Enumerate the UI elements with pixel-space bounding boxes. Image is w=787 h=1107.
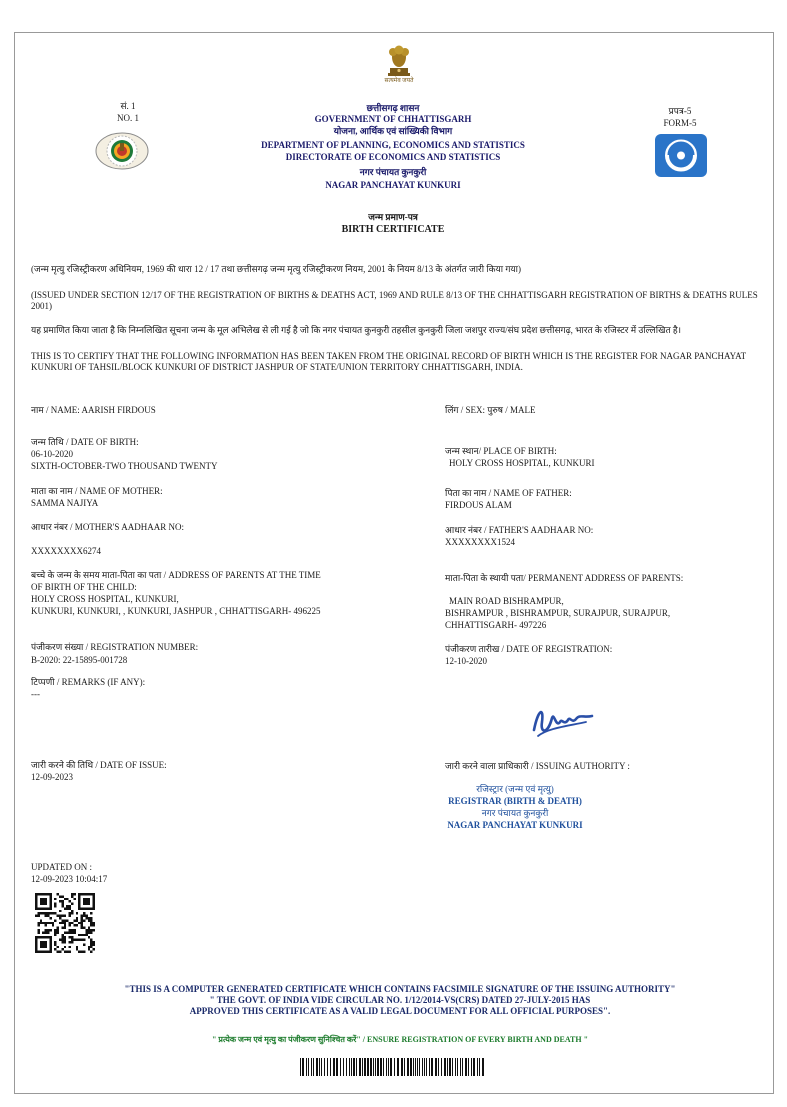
reg-date: 12-10-2020 xyxy=(445,656,487,666)
mother-name: SAMMA NAJIYA xyxy=(31,498,99,508)
name-label-text: नाम / NAME: xyxy=(31,405,80,415)
page-title: BIRTH CERTIFICATE xyxy=(341,224,445,235)
title-hi: जन्म प्रमाण-पत्र xyxy=(368,212,418,222)
sex-field xyxy=(445,405,535,416)
permanent-address-line2: BISHRAMPUR , BISHRAMPUR, SURAJPUR, SURAJPUR, xyxy=(445,608,671,618)
permanent-address-line1: MAIN ROAD BISHRAMPUR, xyxy=(449,596,564,606)
barcode-icon xyxy=(300,1058,485,1076)
reg-number: B-2020: 22-15895-001728 xyxy=(31,655,128,665)
certify-hi: यह प्रमाणित किया जाता है कि निम्नलिखित सूचना जन्म के मूल अभिलेख से ली गई है जो कि नगर पंचायत कुनकुरी तहसील कुनकुरी जिला जशपुर राज्य/संघ प्रदेश छत्तीसगढ़, भारत के रजिस्टर में उल्लिखित है। xyxy=(31,325,682,335)
name-label xyxy=(31,405,156,416)
signature-icon xyxy=(528,700,598,742)
right-form-en: FORM-5 xyxy=(663,118,697,128)
left-number-hi: सं. 1 xyxy=(120,101,136,111)
address-at-birth-label-1: बच्चे के जन्म के समय माता-पिता का पता / ADDRESS OF PARENTS AT THE TIME xyxy=(31,570,321,580)
np-en: NAGAR PANCHAYAT KUNKURI xyxy=(325,180,461,190)
updated-on-value: 12-09-2023 10:04:17 xyxy=(31,874,108,884)
dob-value: 06-10-2020 xyxy=(31,449,73,459)
directorate-en: DIRECTORATE OF ECONOMICS AND STATISTICS xyxy=(285,152,501,162)
authority-np-en: NAGAR PANCHAYAT KUNKURI xyxy=(447,820,583,830)
address-at-birth-line2: KUNKURI, KUNKURI, , KUNKURI, JASHPUR , CHHATTISGARH- 496225 xyxy=(31,606,321,616)
authority-np-hi: नगर पंचायत कुनकुरी xyxy=(481,808,549,818)
dob-words: SIXTH-OCTOBER-TWO THOUSAND TWENTY xyxy=(31,461,218,471)
slogan: " प्रत्येक जन्म एवं मृत्यु का पंजीकरण सुनिश्चित करें" / ENSURE REGISTRATION OF EVERY BIRTH AND DEATH " xyxy=(211,1035,589,1044)
reg-number-label: पंजीकरण संख्या / REGISTRATION NUMBER: xyxy=(31,642,199,652)
permanent-address-label: माता-पिता के स्थायी पता/ PERMANENT ADDRESS OF PARENTS: xyxy=(445,573,684,583)
emblem-caption: सत्यमेव जयते xyxy=(384,78,414,84)
father-aadhaar: XXXXXXXX1524 xyxy=(445,537,515,547)
father-aadhaar-label: आधार नंबर / FATHER'S AADHAAR NO: xyxy=(445,525,594,535)
left-number-en: NO. 1 xyxy=(117,113,139,123)
mother-aadhaar: XXXXXXXX6274 xyxy=(31,546,101,556)
footer-line-2: " THE GOVT. OF INDIA VIDE CIRCULAR NO. 1/12/2014-VS(CRS) DATED 27-JULY-2015 HAS xyxy=(209,995,591,1005)
dob-label: जन्म तिथि / DATE OF BIRTH: xyxy=(31,437,139,447)
address-at-birth-line1: HOLY CROSS HOSPITAL, KUNKURI, xyxy=(31,594,179,604)
mother-name-label: माता का नाम / NAME OF MOTHER: xyxy=(31,486,163,496)
crs-logo-icon xyxy=(654,133,708,178)
dept-en: DEPARTMENT OF PLANNING, ECONOMICS AND STATISTICS xyxy=(261,140,525,150)
dept-hi: योजना, आर्थिक एवं सांख्यिकी विभाग xyxy=(333,126,453,136)
ashoka-emblem-icon xyxy=(384,44,414,78)
footer-line-3: APPROVED THIS CERTIFICATE AS A VALID LEGAL DOCUMENT FOR ALL OFFICIAL PURPOSES". xyxy=(189,1006,611,1016)
chhattisgarh-seal-icon xyxy=(95,132,149,170)
registrar-hi: रजिस्ट्रार (जन्म एवं मृत्यु) xyxy=(476,784,554,794)
np-hi: नगर पंचायत कुनकुरी xyxy=(359,167,427,177)
gov-hi: छत्तीसगढ़ शासन xyxy=(366,103,420,113)
gov-en: GOVERNMENT OF CHHATTISGARH xyxy=(314,114,472,124)
reg-date-label: पंजीकरण तारीख / DATE OF REGISTRATION: xyxy=(445,644,613,654)
pob-label: जन्म स्थान/ PLACE OF BIRTH: xyxy=(445,446,557,456)
certify-en: THIS IS TO CERTIFY THAT THE FOLLOWING INFORMATION HAS BEEN TAKEN FROM THE ORIGINAL RECORD OF BIRTH WHICH IS THE REGISTER FOR NAGAR PANCHAYAT KUNKURI OF TAHSIL/BLOCK KUNKURI OF DISTRICT JASHPUR OF STATE/UNION TERRITORY CHHATTISGARH, INDIA. xyxy=(31,351,746,372)
father-name: FIRDOUS ALAM xyxy=(445,500,512,510)
issue-date-label: जारी करने की तिथि / DATE OF ISSUE: xyxy=(31,760,167,770)
issue-date: 12-09-2023 xyxy=(31,772,73,782)
registrar-en: REGISTRAR (BIRTH & DEATH) xyxy=(448,796,582,806)
permanent-address-line3: CHHATTISGARH- 497226 xyxy=(445,620,547,630)
issuing-authority-label: जारी करने वाला प्राधिकारी / ISSUING AUTHORITY : xyxy=(445,761,630,771)
right-form-hi: प्रपत्र-5 xyxy=(668,106,692,116)
mother-aadhaar-label: आधार नंबर / MOTHER'S AADHAAR NO: xyxy=(31,522,184,532)
child-name: AARISH FIRDOUS xyxy=(81,405,156,415)
issued-under-hi: (जन्म मृत्यु रजिस्ट्रीकरण अधिनियम, 1969 की धारा 12 / 17 तथा छत्तीसगढ़ जन्म मृत्यु रजिस्ट्रीकरण नियम, 2001 के नियम 8/13 के अंतर्गत जारी किया गया) xyxy=(31,264,521,274)
sex-value: पुरुष / MALE xyxy=(487,405,536,415)
remarks-value: --- xyxy=(31,689,40,699)
footer-line-1: "THIS IS A COMPUTER GENERATED CERTIFICATE WHICH CONTAINS FACSIMILE SIGNATURE OF THE ISSUING AUTHORITY" xyxy=(124,984,676,994)
qr-code-icon xyxy=(35,893,95,953)
issued-under-en: (ISSUED UNDER SECTION 12/17 OF THE REGISTRATION OF BIRTHS & DEATHS ACT, 1969 AND RULE 8/13 OF THE CHHATTISGARH REGISTRATION OF BIRTHS & DEATHS RULES 2001) xyxy=(31,290,758,311)
sex-label: लिंग / SEX: xyxy=(445,405,486,415)
father-name-label: पिता का नाम / NAME OF FATHER: xyxy=(445,488,572,498)
certificate-border xyxy=(14,32,774,1094)
address-at-birth-label-2: OF BIRTH OF THE CHILD: xyxy=(31,582,137,592)
pob-value: HOLY CROSS HOSPITAL, KUNKURI xyxy=(449,458,595,468)
updated-on-label: UPDATED ON : xyxy=(31,862,93,872)
remarks-label: टिप्पणी / REMARKS (IF ANY): xyxy=(31,677,146,687)
